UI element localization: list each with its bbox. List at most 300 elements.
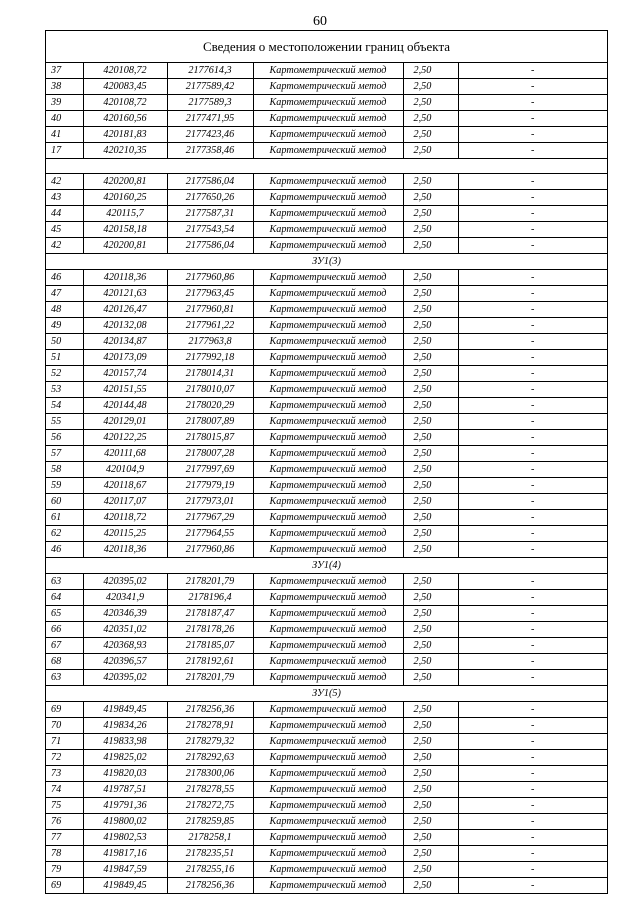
method-cell: Картометрический метод [253, 111, 403, 127]
note-cell: - [458, 462, 607, 478]
point-number-cell: 64 [46, 590, 83, 606]
note-cell: - [458, 174, 607, 190]
table-row [46, 318, 607, 334]
accuracy-cell: 2,50 [403, 702, 458, 718]
note-cell: - [458, 622, 607, 638]
note-cell: - [458, 270, 607, 286]
point-number-cell: 56 [46, 430, 83, 446]
note-cell: - [458, 846, 607, 862]
x-coordinate-cell: 419787,51 [83, 782, 167, 798]
table-row [46, 462, 607, 478]
accuracy-cell: 2,50 [403, 350, 458, 366]
x-coordinate-cell: 420108,72 [83, 63, 167, 79]
note-cell: - [458, 79, 607, 95]
point-number-cell: 42 [46, 174, 83, 190]
note-cell: - [458, 382, 607, 398]
accuracy-cell: 2,50 [403, 542, 458, 558]
y-coordinate-cell: 2177960,86 [167, 270, 253, 286]
x-coordinate-cell: 419847,59 [83, 862, 167, 878]
y-coordinate-cell: 2178278,91 [167, 718, 253, 734]
accuracy-cell: 2,50 [403, 766, 458, 782]
y-coordinate-cell: 2178279,32 [167, 734, 253, 750]
y-coordinate-cell: 2177423,46 [167, 127, 253, 143]
table-row [46, 830, 607, 846]
point-number-cell: 51 [46, 350, 83, 366]
y-coordinate-cell: 2177961,22 [167, 318, 253, 334]
method-cell: Картометрический метод [253, 622, 403, 638]
point-number-cell: 77 [46, 830, 83, 846]
method-cell: Картометрический метод [253, 318, 403, 334]
x-coordinate-cell: 420395,02 [83, 574, 167, 590]
table-row [46, 95, 607, 111]
accuracy-cell: 2,50 [403, 622, 458, 638]
point-number-cell: 60 [46, 494, 83, 510]
note-cell: - [458, 670, 607, 686]
table-row [46, 63, 607, 79]
table-row [46, 430, 607, 446]
point-number-cell: 65 [46, 606, 83, 622]
method-cell: Картометрический метод [253, 702, 403, 718]
method-cell: Картометрический метод [253, 606, 403, 622]
point-number-cell: 63 [46, 574, 83, 590]
accuracy-cell: 2,50 [403, 462, 458, 478]
point-number-cell: 72 [46, 750, 83, 766]
point-number-cell: 75 [46, 798, 83, 814]
note-cell: - [458, 878, 607, 894]
point-number-cell: 48 [46, 302, 83, 318]
accuracy-cell: 2,50 [403, 270, 458, 286]
note-cell: - [458, 606, 607, 622]
accuracy-cell: 2,50 [403, 830, 458, 846]
y-coordinate-cell: 2177967,29 [167, 510, 253, 526]
accuracy-cell: 2,50 [403, 590, 458, 606]
y-coordinate-cell: 2178192,61 [167, 654, 253, 670]
y-coordinate-cell: 2177587,31 [167, 206, 253, 222]
table-row [46, 798, 607, 814]
note-cell: - [458, 654, 607, 670]
boundary-table-frame [45, 30, 608, 894]
y-coordinate-cell: 2178010,07 [167, 382, 253, 398]
note-cell: - [458, 830, 607, 846]
method-cell: Картометрический метод [253, 398, 403, 414]
y-coordinate-cell: 2177358,46 [167, 143, 253, 159]
table-row [46, 734, 607, 750]
y-coordinate-cell: 2177586,04 [167, 238, 253, 254]
method-cell: Картометрический метод [253, 654, 403, 670]
note-cell: - [458, 814, 607, 830]
x-coordinate-cell: 420160,56 [83, 111, 167, 127]
point-number-cell: 57 [46, 446, 83, 462]
x-coordinate-cell: 420111,68 [83, 446, 167, 462]
note-cell: - [458, 143, 607, 159]
point-number-cell: 46 [46, 270, 83, 286]
note-cell: - [458, 286, 607, 302]
table-row [46, 222, 607, 238]
x-coordinate-cell: 420200,81 [83, 238, 167, 254]
x-coordinate-cell: 420134,87 [83, 334, 167, 350]
method-cell: Картометрический метод [253, 830, 403, 846]
table-row [46, 206, 607, 222]
table-row [46, 750, 607, 766]
table-row [46, 702, 607, 718]
x-coordinate-cell: 420104,9 [83, 462, 167, 478]
point-number-cell: 52 [46, 366, 83, 382]
x-coordinate-cell: 420132,08 [83, 318, 167, 334]
x-coordinate-cell: 420121,63 [83, 286, 167, 302]
y-coordinate-cell: 2178258,1 [167, 830, 253, 846]
note-cell: - [458, 446, 607, 462]
x-coordinate-cell: 420117,07 [83, 494, 167, 510]
table-row [46, 302, 607, 318]
y-coordinate-cell: 2177960,81 [167, 302, 253, 318]
accuracy-cell: 2,50 [403, 318, 458, 334]
table-row [46, 782, 607, 798]
table-row [46, 846, 607, 862]
point-number-cell: 38 [46, 79, 83, 95]
y-coordinate-cell: 2178272,75 [167, 798, 253, 814]
method-cell: Картометрический метод [253, 414, 403, 430]
method-cell: Картометрический метод [253, 174, 403, 190]
method-cell: Картометрический метод [253, 734, 403, 750]
note-cell: - [458, 702, 607, 718]
y-coordinate-cell: 2177973,01 [167, 494, 253, 510]
accuracy-cell: 2,50 [403, 798, 458, 814]
section-label: ЗУ1(4) [46, 558, 607, 574]
note-cell: - [458, 782, 607, 798]
accuracy-cell: 2,50 [403, 862, 458, 878]
note-cell: - [458, 63, 607, 79]
point-number-cell: 73 [46, 766, 83, 782]
note-cell: - [458, 398, 607, 414]
accuracy-cell: 2,50 [403, 718, 458, 734]
accuracy-cell: 2,50 [403, 574, 458, 590]
method-cell: Картометрический метод [253, 798, 403, 814]
point-number-cell: 59 [46, 478, 83, 494]
note-cell: - [458, 734, 607, 750]
y-coordinate-cell: 2177589,3 [167, 95, 253, 111]
method-cell: Картометрический метод [253, 510, 403, 526]
section-label: ЗУ1(3) [46, 254, 607, 270]
y-coordinate-cell: 2177650,26 [167, 190, 253, 206]
table-row [46, 606, 607, 622]
note-cell: - [458, 350, 607, 366]
method-cell: Картометрический метод [253, 190, 403, 206]
x-coordinate-cell: 419817,16 [83, 846, 167, 862]
table-row [46, 238, 607, 254]
method-cell: Картометрический метод [253, 95, 403, 111]
note-cell: - [458, 222, 607, 238]
accuracy-cell: 2,50 [403, 286, 458, 302]
blank-row [46, 159, 607, 174]
table-row [46, 79, 607, 95]
point-number-cell: 17 [46, 143, 83, 159]
method-cell: Картометрический метод [253, 574, 403, 590]
x-coordinate-cell: 420115,7 [83, 206, 167, 222]
note-cell: - [458, 590, 607, 606]
point-number-cell: 78 [46, 846, 83, 862]
accuracy-cell: 2,50 [403, 143, 458, 159]
method-cell: Картометрический метод [253, 302, 403, 318]
x-coordinate-cell: 419849,45 [83, 878, 167, 894]
y-coordinate-cell: 2177979,19 [167, 478, 253, 494]
x-coordinate-cell: 420351,02 [83, 622, 167, 638]
table-row [46, 366, 607, 382]
y-coordinate-cell: 2178196,4 [167, 590, 253, 606]
x-coordinate-cell: 420129,01 [83, 414, 167, 430]
note-cell: - [458, 366, 607, 382]
method-cell: Картометрический метод [253, 222, 403, 238]
accuracy-cell: 2,50 [403, 79, 458, 95]
x-coordinate-cell: 420181,83 [83, 127, 167, 143]
note-cell: - [458, 302, 607, 318]
accuracy-cell: 2,50 [403, 382, 458, 398]
accuracy-cell: 2,50 [403, 750, 458, 766]
accuracy-cell: 2,50 [403, 111, 458, 127]
y-coordinate-cell: 2178187,47 [167, 606, 253, 622]
method-cell: Картометрический метод [253, 79, 403, 95]
y-coordinate-cell: 2178255,16 [167, 862, 253, 878]
note-cell: - [458, 862, 607, 878]
table-row [46, 350, 607, 366]
method-cell: Картометрический метод [253, 542, 403, 558]
note-cell: - [458, 127, 607, 143]
x-coordinate-cell: 420118,36 [83, 270, 167, 286]
accuracy-cell: 2,50 [403, 846, 458, 862]
accuracy-cell: 2,50 [403, 782, 458, 798]
point-number-cell: 71 [46, 734, 83, 750]
point-number-cell: 79 [46, 862, 83, 878]
accuracy-cell: 2,50 [403, 478, 458, 494]
point-number-cell: 49 [46, 318, 83, 334]
accuracy-cell: 2,50 [403, 510, 458, 526]
y-coordinate-cell: 2178235,51 [167, 846, 253, 862]
table-row [46, 174, 607, 190]
x-coordinate-cell: 420118,67 [83, 478, 167, 494]
table-row [46, 334, 607, 350]
table-row [46, 190, 607, 206]
x-coordinate-cell: 419834,26 [83, 718, 167, 734]
note-cell: - [458, 494, 607, 510]
point-number-cell: 74 [46, 782, 83, 798]
table-row [46, 446, 607, 462]
x-coordinate-cell: 420144,48 [83, 398, 167, 414]
x-coordinate-cell: 420108,72 [83, 95, 167, 111]
note-cell: - [458, 638, 607, 654]
x-coordinate-cell: 420118,72 [83, 510, 167, 526]
x-coordinate-cell: 420122,25 [83, 430, 167, 446]
point-number-cell: 55 [46, 414, 83, 430]
accuracy-cell: 2,50 [403, 398, 458, 414]
point-number-cell: 53 [46, 382, 83, 398]
accuracy-cell: 2,50 [403, 654, 458, 670]
accuracy-cell: 2,50 [403, 95, 458, 111]
note-cell: - [458, 542, 607, 558]
point-number-cell: 68 [46, 654, 83, 670]
accuracy-cell: 2,50 [403, 238, 458, 254]
x-coordinate-cell: 420346,39 [83, 606, 167, 622]
table-row [46, 574, 607, 590]
method-cell: Картометрический метод [253, 814, 403, 830]
accuracy-cell: 2,50 [403, 430, 458, 446]
x-coordinate-cell: 419802,53 [83, 830, 167, 846]
table-row [46, 510, 607, 526]
table-title: Сведения о местоположении границ объекта [46, 31, 607, 63]
y-coordinate-cell: 2178007,89 [167, 414, 253, 430]
point-number-cell: 69 [46, 702, 83, 718]
table-row [46, 718, 607, 734]
point-number-cell: 54 [46, 398, 83, 414]
x-coordinate-cell: 420200,81 [83, 174, 167, 190]
accuracy-cell: 2,50 [403, 494, 458, 510]
method-cell: Картометрический метод [253, 766, 403, 782]
method-cell: Картометрический метод [253, 382, 403, 398]
method-cell: Картометрический метод [253, 334, 403, 350]
x-coordinate-cell: 420115,25 [83, 526, 167, 542]
y-coordinate-cell: 2178278,55 [167, 782, 253, 798]
page-number: 60 [313, 14, 327, 29]
accuracy-cell: 2,50 [403, 878, 458, 894]
accuracy-cell: 2,50 [403, 446, 458, 462]
method-cell: Картометрический метод [253, 63, 403, 79]
note-cell: - [458, 718, 607, 734]
y-coordinate-cell: 2177543,54 [167, 222, 253, 238]
y-coordinate-cell: 2177963,8 [167, 334, 253, 350]
x-coordinate-cell: 420157,74 [83, 366, 167, 382]
accuracy-cell: 2,50 [403, 174, 458, 190]
accuracy-cell: 2,50 [403, 366, 458, 382]
point-number-cell: 61 [46, 510, 83, 526]
x-coordinate-cell: 419825,02 [83, 750, 167, 766]
y-coordinate-cell: 2178007,28 [167, 446, 253, 462]
table-row [46, 590, 607, 606]
note-cell: - [458, 95, 607, 111]
accuracy-cell: 2,50 [403, 814, 458, 830]
method-cell: Картометрический метод [253, 862, 403, 878]
point-number-cell: 43 [46, 190, 83, 206]
method-cell: Картометрический метод [253, 143, 403, 159]
y-coordinate-cell: 2177997,69 [167, 462, 253, 478]
table-row [46, 654, 607, 670]
accuracy-cell: 2,50 [403, 222, 458, 238]
x-coordinate-cell: 419849,45 [83, 702, 167, 718]
section-row [46, 686, 607, 702]
y-coordinate-cell: 2178014,31 [167, 366, 253, 382]
coordinates-table [46, 63, 607, 893]
y-coordinate-cell: 2177963,45 [167, 286, 253, 302]
accuracy-cell: 2,50 [403, 734, 458, 750]
y-coordinate-cell: 2177964,55 [167, 526, 253, 542]
note-cell: - [458, 574, 607, 590]
note-cell: - [458, 190, 607, 206]
table-row [46, 270, 607, 286]
note-cell: - [458, 766, 607, 782]
accuracy-cell: 2,50 [403, 206, 458, 222]
table-row [46, 414, 607, 430]
y-coordinate-cell: 2177960,86 [167, 542, 253, 558]
point-number-cell: 39 [46, 95, 83, 111]
table-row [46, 862, 607, 878]
point-number-cell: 62 [46, 526, 83, 542]
y-coordinate-cell: 2177589,42 [167, 79, 253, 95]
point-number-cell: 63 [46, 670, 83, 686]
x-coordinate-cell: 420158,18 [83, 222, 167, 238]
method-cell: Картометрический метод [253, 878, 403, 894]
point-number-cell: 67 [46, 638, 83, 654]
note-cell: - [458, 430, 607, 446]
y-coordinate-cell: 2178300,06 [167, 766, 253, 782]
method-cell: Картометрический метод [253, 350, 403, 366]
note-cell: - [458, 238, 607, 254]
y-coordinate-cell: 2178256,36 [167, 878, 253, 894]
note-cell: - [458, 798, 607, 814]
accuracy-cell: 2,50 [403, 190, 458, 206]
section-row [46, 558, 607, 574]
method-cell: Картометрический метод [253, 286, 403, 302]
method-cell: Картометрический метод [253, 366, 403, 382]
note-cell: - [458, 526, 607, 542]
x-coordinate-cell: 419791,36 [83, 798, 167, 814]
table-row [46, 622, 607, 638]
y-coordinate-cell: 2177471,95 [167, 111, 253, 127]
section-row [46, 254, 607, 270]
x-coordinate-cell: 420368,93 [83, 638, 167, 654]
method-cell: Картометрический метод [253, 238, 403, 254]
point-number-cell: 70 [46, 718, 83, 734]
note-cell: - [458, 414, 607, 430]
point-number-cell: 37 [46, 63, 83, 79]
section-label: ЗУ1(5) [46, 686, 607, 702]
table-row [46, 526, 607, 542]
x-coordinate-cell: 420118,36 [83, 542, 167, 558]
point-number-cell: 42 [46, 238, 83, 254]
table-row [46, 127, 607, 143]
point-number-cell: 66 [46, 622, 83, 638]
y-coordinate-cell: 2178201,79 [167, 574, 253, 590]
y-coordinate-cell: 2178015,87 [167, 430, 253, 446]
note-cell: - [458, 318, 607, 334]
accuracy-cell: 2,50 [403, 63, 458, 79]
accuracy-cell: 2,50 [403, 526, 458, 542]
table-row [46, 878, 607, 894]
method-cell: Картометрический метод [253, 846, 403, 862]
note-cell: - [458, 750, 607, 766]
method-cell: Картометрический метод [253, 270, 403, 286]
accuracy-cell: 2,50 [403, 638, 458, 654]
point-number-cell: 58 [46, 462, 83, 478]
table-row [46, 398, 607, 414]
y-coordinate-cell: 2178185,07 [167, 638, 253, 654]
table-row [46, 478, 607, 494]
method-cell: Картометрический метод [253, 638, 403, 654]
method-cell: Картометрический метод [253, 430, 403, 446]
point-number-cell: 41 [46, 127, 83, 143]
point-number-cell: 40 [46, 111, 83, 127]
x-coordinate-cell: 420341,9 [83, 590, 167, 606]
note-cell: - [458, 510, 607, 526]
table-row [46, 143, 607, 159]
y-coordinate-cell: 2177992,18 [167, 350, 253, 366]
note-cell: - [458, 206, 607, 222]
y-coordinate-cell: 2177614,3 [167, 63, 253, 79]
point-number-cell: 46 [46, 542, 83, 558]
x-coordinate-cell: 419800,02 [83, 814, 167, 830]
accuracy-cell: 2,50 [403, 670, 458, 686]
y-coordinate-cell: 2178201,79 [167, 670, 253, 686]
method-cell: Картометрический метод [253, 127, 403, 143]
x-coordinate-cell: 420083,45 [83, 79, 167, 95]
table-row [46, 766, 607, 782]
x-coordinate-cell: 420396,57 [83, 654, 167, 670]
